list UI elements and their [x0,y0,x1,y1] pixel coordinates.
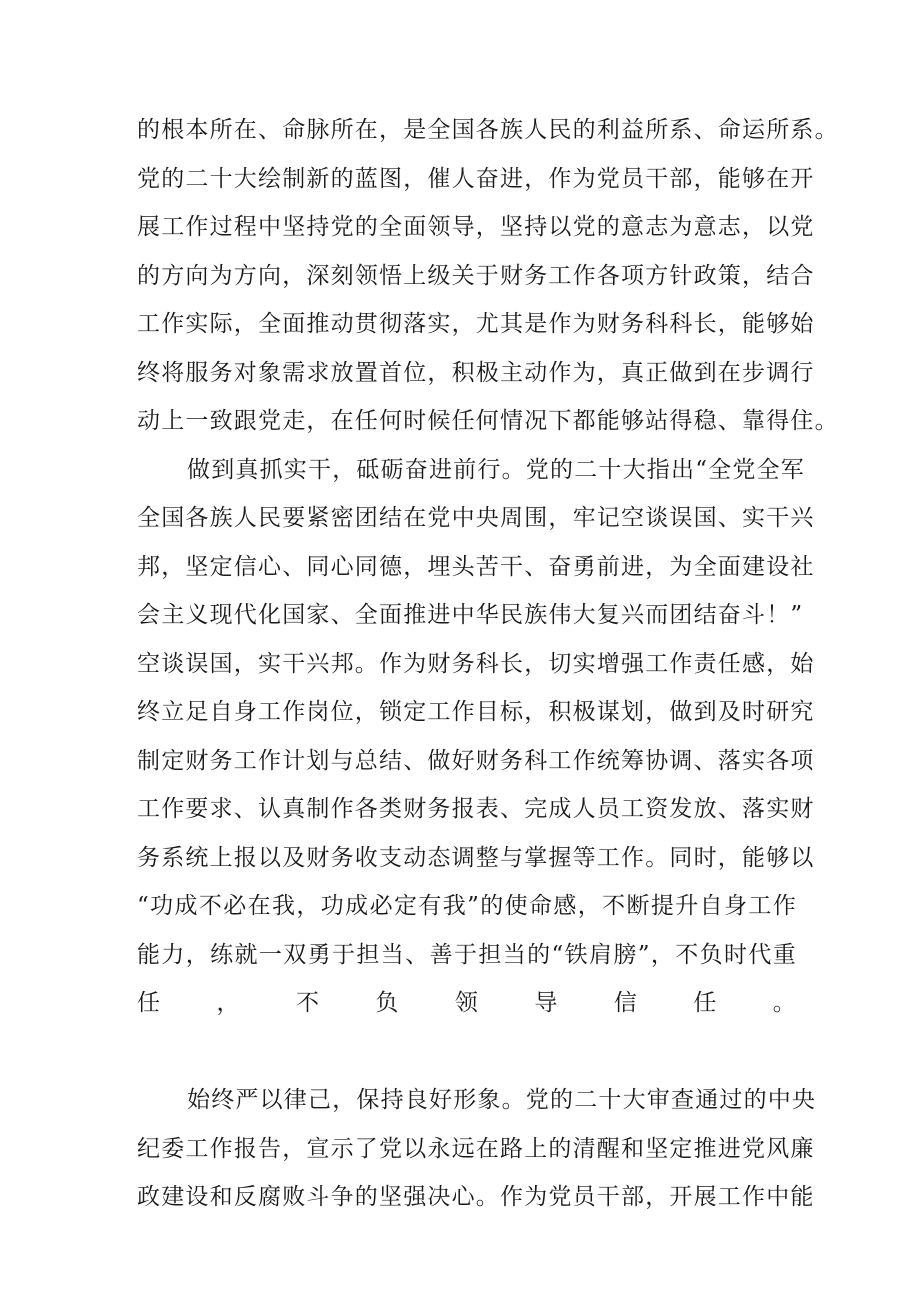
paragraph [137,446,815,1077]
text-line: 始终严以律己，保持良好形象。党的二十大审查通过的中央 [187,1087,817,1113]
text-line: 的方向为方向，深刻领悟上级关于财务工作各项方针政策，结合 [137,262,815,289]
text-line: 终立足自身工作岗位，锁定工作目标，积极谋划，做到及时研究 [137,699,815,725]
text-line: 动上一致跟党走，在任何时候任何情况下都能够站得稳、靠得住。 [137,408,839,434]
text-line: 会主义现代化国家、全面推进中华民族伟大复兴而团结奋斗！” [137,602,804,628]
text-line: 任，不负领导信任。 [137,990,797,1016]
text-line: 展工作过程中坚持党的全面领导，坚持以党的意志为意志，以党 [137,214,815,240]
text-line: 空谈误国，实干兴邦。作为财务科长，切实增强工作责任感，始 [137,650,815,677]
text-line: 务系统上报以及财务收支动态调整与掌握等工作。同时，能够以 [137,844,815,871]
paragraph [137,106,839,446]
text-line: 做到真抓实干，砥砺奋进前行。党的二十大指出“全党全军 [187,456,805,483]
text-line: 终将服务对象需求放置首位，积极主动作为，真正做到在步调行 [137,359,815,386]
text-line: 能力，练就一双勇于担当、善于担当的“铁肩膀”，不负时代重 [137,941,797,968]
text-line: 邦，坚定信心、同心同德，埋头苦干、奋勇前进，为全面建设社 [137,553,815,580]
text-line: 全国各族人民要紧密团结在党中央周围，牢记空谈误国、实干兴 [137,505,815,531]
text-line: “功成不必在我，功成必定有我”的使命感，不断提升自身工作 [137,893,797,919]
paragraph [137,1076,817,1222]
text-line: 的根本所在、命脉所在，是全国各族人民的利益所系、命运所系。 [137,117,839,143]
text-line: 纪委工作报告，宣示了党以永远在路上的清醒和坚定推进党风廉 [137,1135,815,1162]
text-line: 工作实际，全面推动贯彻落实，尤其是作为财务科科长，能够始 [137,311,815,337]
text-line: 工作要求、认真制作各类财务报表、完成人员工资发放、落实财 [137,796,815,822]
text-line: 制定财务工作计划与总结、做好财务科工作统筹协调、落实各项 [137,747,815,774]
text-line: 党的二十大绘制新的蓝图，催人奋进，作为党员干部，能够在开 [137,165,815,192]
text-line: 政建设和反腐败斗争的坚强决心。作为党员干部，开展工作中能 [137,1184,815,1210]
body-text [137,106,839,1222]
text-line [137,1028,797,1077]
